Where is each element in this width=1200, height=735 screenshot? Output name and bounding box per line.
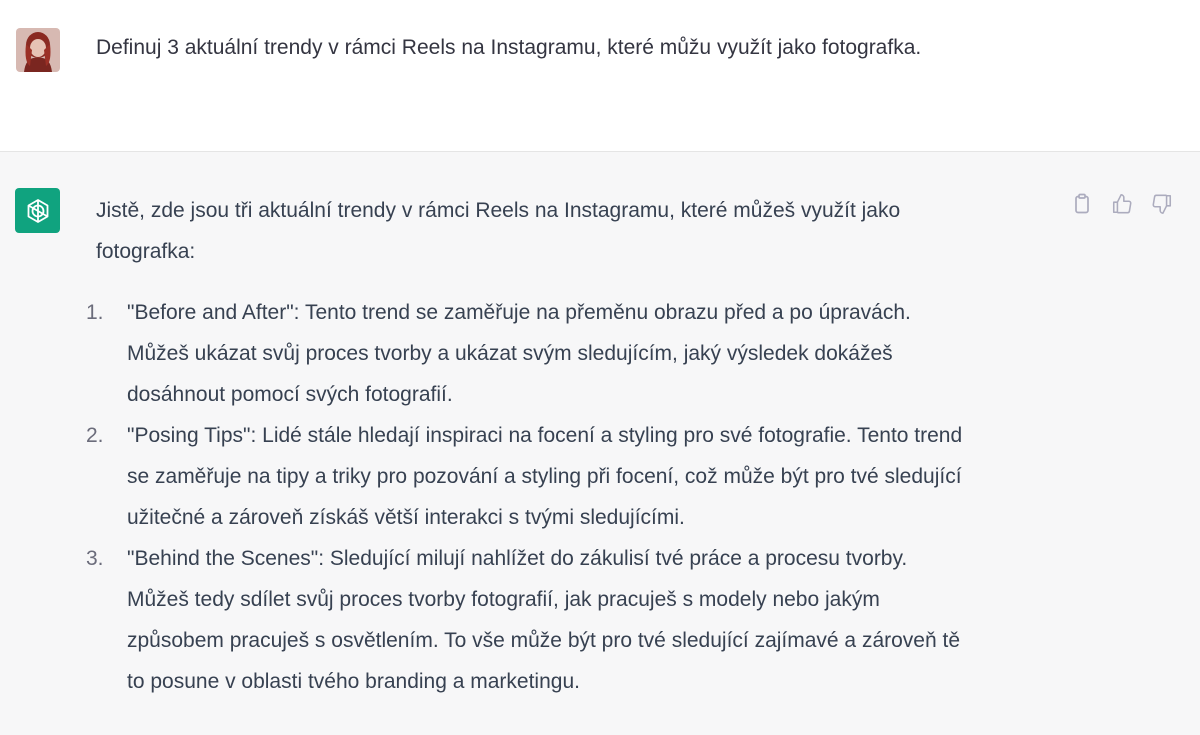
assistant-avatar	[15, 188, 60, 233]
list-item-line: se zaměřuje na tipy a triky pro pozování a styling při focení, což může být pro tvé sledující	[127, 465, 962, 488]
list-item-line: "Posing Tips": Lidé stále hledají inspiraci na focení a styling pro své fotografie. Tento trend	[127, 424, 963, 447]
list-item-line: dosáhnout pomocí svých fotografií.	[127, 383, 453, 406]
trend-list	[86, 292, 1056, 702]
answer-intro	[96, 190, 1056, 272]
list-item-line: to posune v oblasti tvého branding a marketingu.	[127, 670, 580, 693]
thumbs-down-icon	[1151, 193, 1173, 215]
copy-icon	[1072, 193, 1092, 215]
list-item-line: Můžeš ukázat svůj proces tvorby a ukázat svým sledujícím, jaký výsledek dokážeš	[127, 342, 893, 365]
copy-button[interactable]	[1070, 192, 1094, 216]
assistant-answer	[86, 190, 1056, 702]
list-item-line: užitečné a zároveň získáš větší interakci s tvými sledujícími.	[127, 506, 685, 529]
user-message-row	[0, 0, 1200, 152]
list-item-line: způsobem pracuješ s osvětlením. To vše může být pro tvé sledující zajímavé a zároveň tě	[127, 629, 961, 652]
list-item-number: 2.	[86, 424, 104, 447]
assistant-message-row	[0, 152, 1200, 735]
list-item-number: 3.	[86, 547, 104, 570]
list-item-line: "Behind the Scenes": Sledující milují nahlížet do zákulisí tvé práce a procesu tvorby.	[127, 547, 908, 570]
list-item	[86, 292, 1056, 415]
openai-logo-icon	[23, 196, 53, 226]
list-item-line: Můžeš tedy sdílet svůj proces tvorby fotografií, jak pracuješ s modely nebo jakým	[127, 588, 880, 611]
thumbs-up-button[interactable]	[1110, 192, 1134, 216]
answer-intro-line1: Jistě, zde jsou tři aktuální trendy v rámci Reels na Instagramu, které můžeš využít jako	[96, 199, 901, 222]
thumbs-down-button[interactable]	[1150, 192, 1174, 216]
user-avatar-photo	[16, 28, 60, 72]
message-actions	[1070, 192, 1174, 216]
user-message-text: Definuj 3 aktuální trendy v rámci Reels na Instagramu, které můžu využít jako fotografka.	[96, 36, 922, 59]
list-item-line: "Before and After": Tento trend se zaměřuje na přeměnu obrazu před a po úpravách.	[127, 301, 911, 324]
thumbs-up-icon	[1111, 193, 1133, 215]
user-avatar	[16, 28, 60, 72]
list-item	[86, 415, 1056, 538]
list-item-number: 1.	[86, 301, 104, 324]
answer-intro-line2: fotografka:	[96, 240, 196, 263]
list-item	[86, 538, 1056, 702]
